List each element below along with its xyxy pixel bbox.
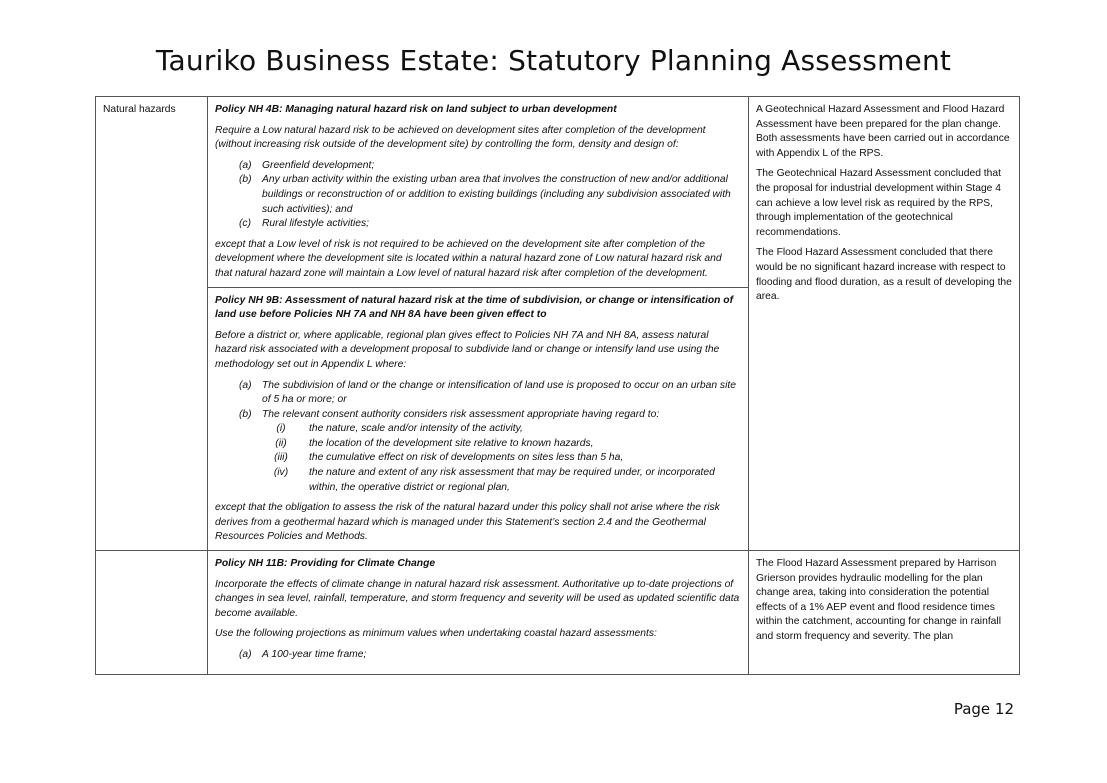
topic-label: Natural hazards <box>103 104 176 115</box>
policy-list <box>215 379 741 496</box>
sub-list-text: the nature, scale and/or intensity of the activity, <box>309 423 523 435</box>
table-row <box>96 551 1020 675</box>
assessment-table <box>95 96 1020 675</box>
list-text: A 100-year time frame; <box>262 649 367 660</box>
list-item <box>215 173 741 217</box>
list-label: (a) <box>239 649 252 660</box>
policy-text: Require a Low natural hazard risk to be achieved on development sites after completion of the development (without increasing risk outside of the development site) by controlling the form, density and design of: <box>215 124 706 151</box>
policy-list <box>215 159 741 232</box>
sub-list-item <box>262 437 741 452</box>
policy-title: Policy NH 11B: Providing for Climate Change <box>215 558 436 570</box>
sub-list-text: the cumulative effect on risk of developments on sites less than 5 ha, <box>309 452 624 464</box>
policy-text: Incorporate the effects of climate change in natural hazard risk assessment. Authoritative up to-date projections of changes in sea level, rainfall, temperature, and storm frequency and severity will be used as updated scientific data become available. <box>215 578 740 619</box>
sub-list-label: (iii) <box>274 452 288 464</box>
sub-list-text: the nature and extent of any risk assessment that may be required under, or incorporated within, the operative district or regional plan, <box>309 467 715 493</box>
list-text: Any urban activity within the existing urban area that involves the construction of new and/or additional buildings or reconstruction of or addition to existing buildings (including any subdivision associated with such activities); and <box>262 174 731 215</box>
sub-list-label: (iv) <box>273 467 289 479</box>
policy-cell-nh4b <box>208 97 749 288</box>
assessment-cell <box>749 97 1020 551</box>
policy-list <box>215 648 741 663</box>
list-item <box>215 217 741 232</box>
policy-text: Before a district or, where applicable, regional plan gives effect to Policies NH 7A and NH 8A, assess natural hazard risk associated with a development proposal to subdivide land or change or intensify land use using the methodology set out in Appendix L where: <box>215 329 720 370</box>
list-text: Rural lifestyle activities; <box>262 218 370 230</box>
assessment-paragraph: The Flood Hazard Assessment concluded that there would be no significant hazard increase with respect to flooding and flood duration, as a result of developing the area. <box>756 247 1012 303</box>
list-label: (b) <box>239 408 252 420</box>
list-label: (c) <box>239 218 252 230</box>
list-text: Greenfield development; <box>262 159 375 171</box>
list-item <box>215 159 741 174</box>
policy-title: Policy NH 9B: Assessment of natural hazard risk at the time of subdivision, or change or intensification of land use before Policies NH 7A and NH 8A have been given effect to <box>215 294 733 321</box>
page-title: Tauriko Business Estate: Statutory Planning Assessment <box>155 44 952 77</box>
topic-cell <box>96 97 208 551</box>
policy-title: Policy NH 4B: Managing natural hazard risk on land subject to urban development <box>215 104 617 115</box>
sub-list <box>262 422 741 495</box>
list-item <box>215 379 741 408</box>
list-item <box>215 408 741 496</box>
sub-list-label: (ii) <box>275 437 287 449</box>
policy-closing: except that a Low level of risk is not required to be achieved on the development site after completion of the development where the development site is located within a natural hazard zone of Low natural hazard risk and that natural hazard zone will maintain a Low level of natural hazard risk after completion of the development. <box>215 238 722 279</box>
list-item <box>215 648 741 663</box>
policy-closing: except that the obligation to assess the risk of the natural hazard under this policy shall not arise where the risk derives from a geothermal hazard which is managed under this Statement’s section 2.4 and the Geothermal Resources Policies and Methods. <box>215 502 720 543</box>
table-row <box>96 97 1020 288</box>
sub-list-text: the location of the development site relative to known hazards, <box>309 437 594 449</box>
list-text: The relevant consent authority considers risk assessment appropriate having regard to: <box>262 408 660 420</box>
sub-list-item <box>262 466 741 495</box>
list-label: (a) <box>239 159 252 171</box>
sub-list-item <box>262 451 741 466</box>
sub-list-item <box>262 422 741 437</box>
list-label: (a) <box>239 379 252 391</box>
assessment-paragraph: The Flood Hazard Assessment prepared by Harrison Grierson provides hydraulic modelling for the plan change area, taking into consideration the potential effects of a 1% AEP event and flood residence times within the catchment, accounting for change in rainfall and storm frequency and severity. The plan <box>756 558 1001 642</box>
sub-list-label: (i) <box>276 423 286 435</box>
policy-text: Use the following projections as minimum values when undertaking coastal hazard assessments: <box>215 628 657 640</box>
list-label: (b) <box>239 174 252 186</box>
list-text: The subdivision of land or the change or intensification of land use is proposed to occur on an urban site of 5 ha or more; or <box>262 379 736 406</box>
assessment-paragraph: The Geotechnical Hazard Assessment concluded that the proposal for industrial development within Stage 4 can achieve a low level risk as required by the RPS, through implementation of the geotechnical recommendations. <box>756 168 1001 238</box>
policy-cell-nh11b <box>208 551 749 675</box>
policy-cell-nh9b <box>208 287 749 551</box>
assessment-cell <box>749 551 1020 675</box>
topic-cell <box>96 551 208 675</box>
assessment-paragraph: A Geotechnical Hazard Assessment and Flood Hazard Assessment have been prepared for the plan change. Both assessments have been carried out in accordance with Appendix L of the RPS. <box>756 104 1010 159</box>
page-number: Page 12 <box>953 700 1014 718</box>
